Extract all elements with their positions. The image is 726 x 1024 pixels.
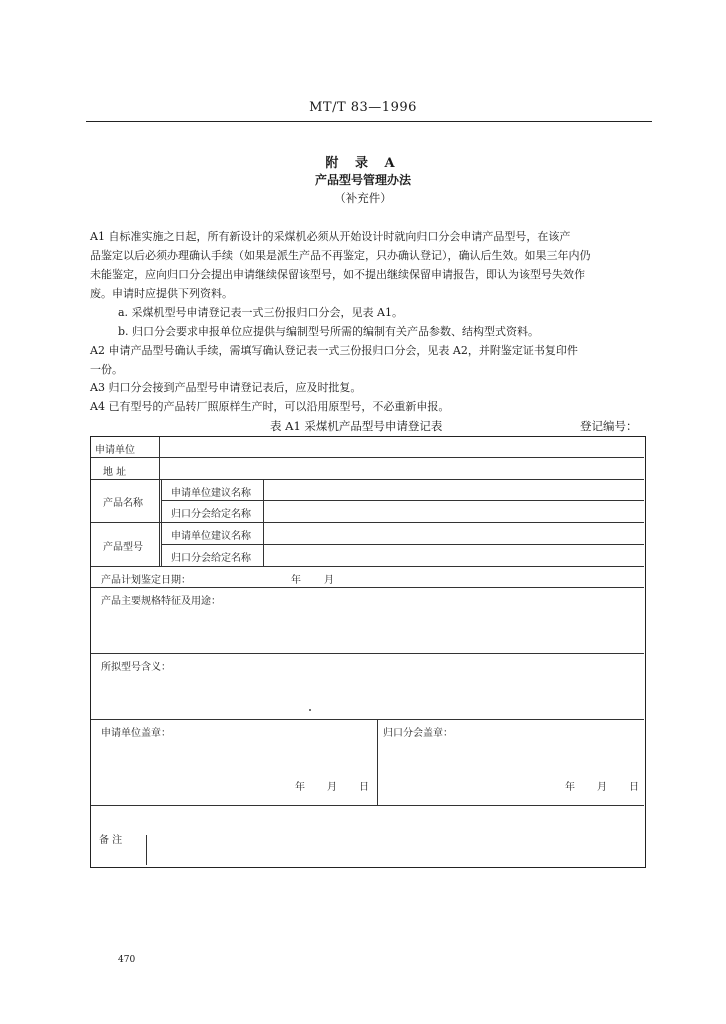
remarks-label: 备 注 [99, 835, 123, 846]
column-rule [263, 479, 264, 566]
scan-speck [309, 709, 311, 711]
applicant-seal-month: 月 [327, 782, 337, 793]
paragraph-a1 [90, 227, 650, 303]
applicant-seal-year: 年 [295, 782, 305, 793]
applicant-seal-label: 申请单位盖章： [101, 728, 171, 739]
row-rule [161, 500, 644, 501]
office-seal-month: 月 [597, 782, 607, 793]
a1-line: 品鉴定以后必须办理确认手续（如果是派生产品不再鉴定，只办确认登记），确认后生效。如果三年内仍 [90, 249, 591, 262]
column-rule [159, 437, 160, 566]
item-a: a. 采煤机型号申请登记表一式三份报归口分会，见表 A1。 [118, 306, 403, 319]
table-caption: 表 A1 采煤机产品型号申请登记表 [270, 419, 443, 433]
a1-line: 未能鉴定，应向归口分会提出申请继续保留该型号，如不提出继续保留申请报告，即认为该型号失效作 [90, 268, 585, 281]
applicant-seal-day: 日 [359, 782, 369, 793]
address-label: 地 址 [103, 467, 127, 478]
plan-date-month: 月 [324, 575, 334, 586]
page-number: 470 [118, 955, 136, 965]
standard-code: MT/T 83—1996 [309, 100, 417, 115]
suggested-model-label: 申请单位建议名称 [171, 531, 251, 542]
column-rule [377, 719, 378, 805]
applicant-unit-label: 申请单位 [95, 445, 135, 456]
registration-table [90, 436, 646, 868]
product-name-label: 产品名称 [103, 498, 143, 509]
a2-line: 一份。 [90, 363, 123, 376]
appendix-title: 附 录 A [325, 156, 401, 171]
row-rule [91, 566, 644, 567]
appendix-subtitle: 产品型号管理办法 [314, 173, 411, 187]
a2-line: A2 申请产品型号确认手续，需填写确认登记表一式三份报归口分会，见表 A2，并附鉴定证书复印件 [90, 344, 578, 357]
appendix-note: （补充件） [334, 191, 392, 205]
plan-date-year: 年 [291, 575, 301, 586]
plan-date-label: 产品计划鉴定日期： [101, 575, 191, 586]
assigned-name-label: 归口分会给定名称 [171, 509, 251, 520]
item-b: b. 归口分会要求申报单位应提供与编制型号所需的编制有关产品参数、结构型式资料。 [118, 325, 540, 338]
a1-line: 废。申请时应提供下列资料。 [90, 287, 233, 300]
row-rule [161, 544, 644, 545]
paragraph-a4: A4 已有型号的产品转厂照原样生产时，可以沿用原型号，不必重新申报。 [90, 400, 450, 413]
paragraph-a3: A3 归口分会接到产品型号申请登记表后，应及时批复。 [90, 381, 362, 394]
paragraph-a2 [90, 341, 650, 379]
row-rule [91, 522, 644, 523]
office-seal-year: 年 [565, 782, 575, 793]
row-rule [91, 719, 644, 720]
office-seal-day: 日 [629, 782, 639, 793]
suggested-name-label: 申请单位建议名称 [171, 488, 251, 499]
column-rule [161, 479, 162, 566]
row-rule [91, 457, 644, 458]
assigned-model-label: 归口分会给定名称 [171, 553, 251, 564]
row-rule [91, 653, 644, 654]
header-rule [86, 121, 652, 122]
row-rule [91, 479, 644, 480]
specs-usage-label: 产品主要规格特征及用途： [101, 596, 221, 607]
model-meaning-label: 所拟型号含义： [101, 662, 171, 673]
office-seal-label: 归口分会盖章： [383, 728, 453, 739]
row-rule [91, 587, 644, 588]
product-model-label: 产品型号 [103, 542, 143, 553]
row-rule [91, 805, 644, 806]
registration-number-label: 登记编号： [580, 419, 638, 433]
column-rule [146, 835, 147, 865]
a1-line: A1 自标准实施之日起，所有新设计的采煤机必须从开始设计时就向归口分会申请产品型号，在该产 [90, 230, 571, 243]
